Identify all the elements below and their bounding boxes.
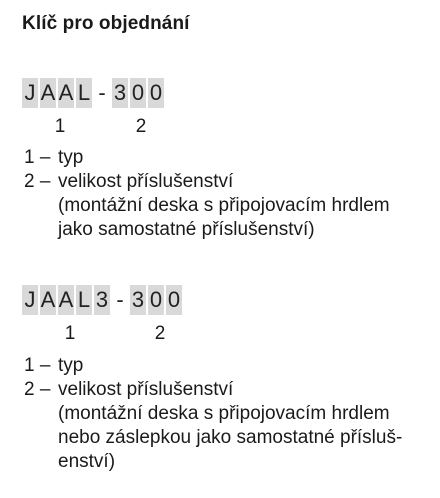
- code-char: 3: [112, 78, 128, 108]
- legend-text: velikost příslušenství: [58, 171, 234, 192]
- legend-text: velikost příslušenství: [58, 379, 234, 400]
- legend-key: 1 –: [24, 355, 51, 376]
- code-char: A: [58, 78, 74, 108]
- code-char: 0: [166, 285, 182, 315]
- position-number: 1: [54, 116, 66, 137]
- position-number: 2: [154, 323, 166, 344]
- position-number: 2: [135, 116, 147, 137]
- code-char: 3: [130, 285, 146, 315]
- code-char: J: [22, 285, 38, 315]
- order-code-1: [22, 78, 164, 108]
- legend-key: 2 –: [24, 379, 51, 400]
- legend-note-line: jako samostatné příslušenství): [58, 219, 315, 240]
- code-char: 3: [94, 285, 110, 315]
- code-char: A: [40, 78, 56, 108]
- legend-key: 2 –: [24, 171, 51, 192]
- legend-note-line: nebo záslepkou jako samostatné přísluš-: [58, 427, 403, 448]
- legend-key: 1 –: [24, 147, 51, 168]
- code-char: L: [76, 78, 92, 108]
- legend-item: [24, 170, 390, 194]
- legend-note-line: (montážní deska s připojovacím hrdlem: [58, 403, 390, 424]
- code-char: 0: [130, 78, 146, 108]
- page-title: Klíč pro objednání: [22, 13, 190, 34]
- legend-item: [24, 378, 402, 402]
- legend-note-line: (montážní deska s připojovacím hrdlem: [58, 195, 390, 216]
- code-char: 0: [148, 285, 164, 315]
- legend-list-2: [24, 354, 402, 474]
- code-char: A: [40, 285, 56, 315]
- position-number: 1: [64, 323, 76, 344]
- legend-text: typ: [58, 355, 84, 376]
- code-char: J: [22, 78, 38, 108]
- order-code-2: [22, 285, 182, 315]
- code-char: A: [58, 285, 74, 315]
- legend-item: [24, 354, 402, 378]
- code-separator: -: [116, 287, 124, 312]
- code-char: 0: [148, 78, 164, 108]
- code-separator: -: [98, 80, 106, 105]
- legend-item: [24, 146, 390, 170]
- legend-text: typ: [58, 147, 84, 168]
- legend-list-1: [24, 146, 390, 242]
- code-char: L: [76, 285, 92, 315]
- legend-note-line: enství): [58, 451, 116, 472]
